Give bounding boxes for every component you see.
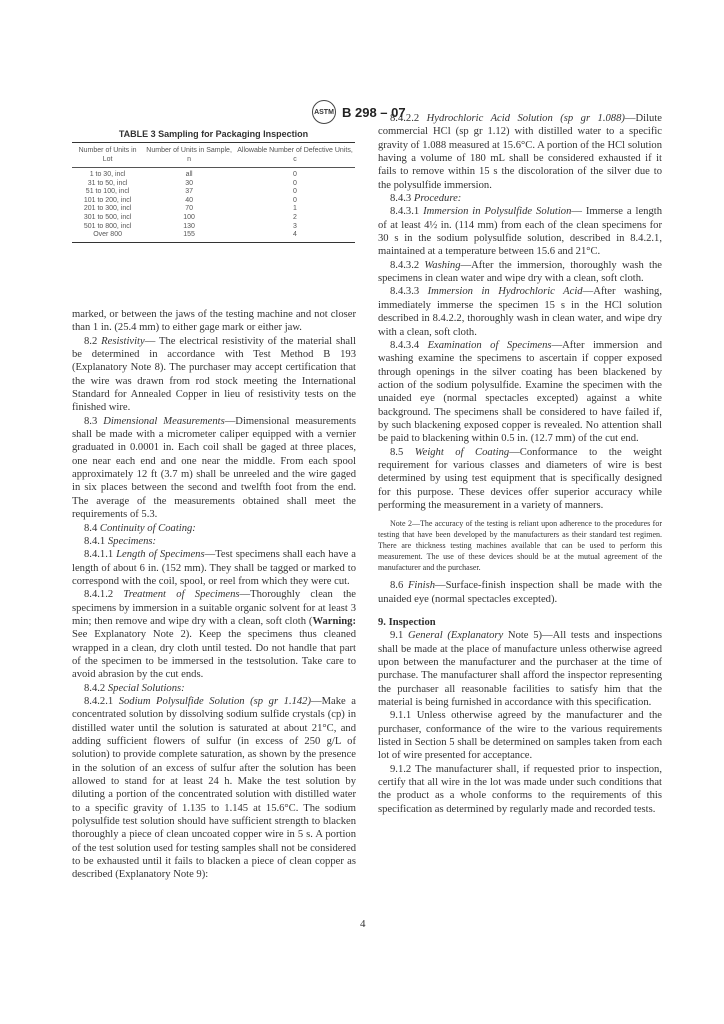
paragraph <box>378 579 662 606</box>
paragraph-text: —After the immersion, thoroughly wash the specimens in clean water and wipe dry with a clean, soft cloth. <box>378 259 662 285</box>
note-label: Note 2 <box>390 519 412 529</box>
right-column <box>378 112 662 816</box>
table-row <box>72 180 355 189</box>
section-title: Continuity of Coating: <box>99 522 196 534</box>
table-row <box>72 168 355 180</box>
section-number: 8.3 <box>84 415 104 427</box>
section-title: Immersion in Hydrochloric Acid <box>427 286 583 298</box>
table-cell: 1 to 30, incl <box>89 171 126 178</box>
paragraph <box>378 339 662 446</box>
table-cell: 3 <box>293 222 297 230</box>
paragraph-text: —Surface-finish inspection shall be made with the unaided eye (normal spectacles excepted). <box>378 580 663 605</box>
table-cell: 130 <box>183 222 195 230</box>
section-title: Specimens: <box>107 535 157 547</box>
section-number: 8.4.3.2 <box>390 259 425 271</box>
paragraph <box>378 205 662 258</box>
paragraph <box>378 763 662 816</box>
section-number: 9.1 <box>390 630 408 642</box>
paragraph-text: Unless otherwise agreed by the manufacturer and the purchaser, conformance of the wire to the various requirements listed in Section 5 shall be determined on samples taken from each lot of wire presented for acceptance. <box>378 710 662 762</box>
table-cell: 301 to 500, incl <box>83 213 132 221</box>
table-cell: 40 <box>185 196 193 204</box>
note-2 <box>378 518 662 573</box>
section-title: Resistivity <box>101 335 145 347</box>
table-row <box>72 214 355 223</box>
paragraph <box>72 415 356 522</box>
paragraph-text: —After immersion and washing examine the specimens to ascertain if copper exposed through openings in the silver coating has been blackened by action of the sodium polysulfide. Examine the specimen with the unaided eye (normal spectacles excepted) against a white background. The specimens shall be considered to have failed if, by such blackening exposed copper is revealed. No attention shall be paid to blackening within 0.5 in. (12.7 mm) of the cut end. <box>378 339 663 445</box>
page-number: 4 <box>360 918 366 930</box>
paragraph <box>72 535 356 548</box>
table-cell: 4 <box>293 231 297 239</box>
table-cell: 1 <box>293 205 297 213</box>
section-number: 8.4 <box>84 522 100 534</box>
paragraph <box>72 695 356 882</box>
section-title: Washing <box>424 259 461 271</box>
designation: B 298 – 07 <box>342 104 406 120</box>
paragraph <box>378 709 662 762</box>
section-title: Finish <box>407 580 436 592</box>
section-number: 8.4.2.1 <box>84 695 119 707</box>
paragraph-text: Note 5)—All tests and inspections shall be made at the place of manufacture unless otherwise agreed upon between the manufacturer and the purchaser at the time of purchase. The manufacturer shall afford the inspector representing the purchaser all reasonable facilities to satisfy him that the material is being furnished in accordance with this specification. <box>378 630 662 709</box>
paragraph-text: — Immerse a length of at least 4½ in. (114 mm) from each of the clean specimens for 30 s in the sodium polysulfide solution, described in 8.4.2.1, maintained at a temperature between 15.6 and 21°C. <box>378 206 662 258</box>
paragraph-text: —After washing, immediately immerse the specimen 15 s in the HCl solution described in 8.4.2.2, thoroughly wash in clean water, and wipe dry with a clean, soft cloth. <box>378 286 662 338</box>
section-number: 9.1.2 <box>390 763 416 775</box>
section-number: 8.4.3.4 <box>390 339 428 351</box>
paragraph-text: See Explanatory Note 2). Keep the specimens thus cleaned wrapped in a clean, dry cloth until tested. Do not handle that part of the specimen to be immersed in the testsolution. Take care to avoid abrasion by the cut ends. <box>72 629 356 681</box>
section-title: Immersion in Polysulfide Solution <box>423 206 572 218</box>
paragraph <box>378 112 662 192</box>
left-column <box>72 308 356 882</box>
section-title: Length of Specimens <box>116 549 205 561</box>
section-title: Special Solutions: <box>107 682 185 694</box>
paragraph <box>72 335 356 415</box>
table-row <box>72 197 355 206</box>
table-row <box>72 188 355 197</box>
table-cell: 101 to 200, incl <box>83 196 132 204</box>
warning-label: Warning: <box>312 615 356 627</box>
paragraph <box>72 682 356 695</box>
paragraph <box>72 308 356 335</box>
paragraph-text: marked, or between the jaws of the testing machine and not closer than 1 in. (25.4 mm) to either gage mark or either jaw. <box>72 309 356 334</box>
paragraph <box>378 285 662 338</box>
paragraph <box>378 192 662 205</box>
section-number: 8.4.1.2 <box>84 589 124 601</box>
section-number: 8.4.2.2 <box>390 113 427 124</box>
table-cell: 51 to 100, incl <box>85 188 130 196</box>
table-cell: 30 <box>185 179 193 187</box>
table-cell: 0 <box>293 179 297 187</box>
paragraph <box>378 259 662 286</box>
table-body <box>72 168 355 243</box>
table-cell: 0 <box>293 188 297 196</box>
table-cell: 31 to 50, incl <box>87 179 128 187</box>
table-row <box>72 231 355 242</box>
column-header: Allowable Number of Defective Units, c <box>235 143 355 168</box>
sampling-table <box>72 142 355 243</box>
note-body: —The accuracy of the testing is reliant upon adherence to the procedures for testing that have been developed by the manufacturers as their standard test regimen. There are thickness testing machines available that can be used to perform this measurement. The use of these devices should be at the mutual agreement of the manufacturer and the purchaser. <box>378 519 662 573</box>
paragraph <box>378 446 662 513</box>
section-number: 8.5 <box>390 446 415 458</box>
paragraph <box>72 588 356 681</box>
section-number: 8.4.3.3 <box>390 286 428 298</box>
paragraph-text: —Dilute commercial HCl (sp gr 1.12) with distilled water to a specific gravity of 1.088 measured at 15.6°C. A portion of the HCl solution having a volume of 180 mL shall be considered exhausted if it fails to remove within 15 s the discoloration of the silver due to the polysulfide immersion. <box>378 113 662 191</box>
paragraph <box>378 629 662 709</box>
table-cell: 37 <box>185 188 193 196</box>
table-cell: 2 <box>293 213 297 221</box>
paragraph-text: —Conformance to the weight requirement for various classes and diameters of wire is best determined by using test equipment that is specifically designed for this purpose. These devices offer superior accuracy while performing the measurement in a variety of manners. <box>378 446 662 511</box>
section-number: 8.4.3 <box>390 193 414 205</box>
column-header: Number of Units in Sample, n <box>143 143 235 168</box>
table-row <box>72 205 355 214</box>
section-number: 8.4.1.1 <box>84 549 117 561</box>
section-title: General (Explanatory <box>407 630 504 642</box>
table-cell: 70 <box>185 205 193 213</box>
table-cell: 100 <box>183 213 195 221</box>
paragraph-text: —Make a concentrated solution by dissolving sodium sulfide crystals (cp) in distilled water until the solution is saturated at about 21°C, and adding sufficient flowers of sulfur (in excess of 250 g/L of solution) to provide complete saturation, as shown by the presence in the solution of an excess of sulfur after the solution has been allowed to stand for at least 24 h. Make the test solution by diluting a portion of the concentrated solution with distilled water to a specific gravity of 1.135 to 1.145 at 15.6°C. The sodium polysulfide test solution should have sufficient strength to blacken thoroughly a piece of clean uncoated copper wire in 5 s. A portion of the test solution used for testing samples shall not be considered to be exhausted until it fails to blacken a piece of clean copper as described (Explanatory Note 9): <box>72 695 356 881</box>
table-cell: 0 <box>293 196 297 204</box>
paragraph <box>72 522 356 535</box>
section-title: Sodium Polysulfide Solution (sp gr 1.142) <box>118 695 312 707</box>
section-number: 8.4.3.1 <box>390 206 424 218</box>
paragraph-text: —Test specimens shall each have a length of about 6 in. (152 mm). They shall be tagged or marked to correspond with the coil, spool, or reel from which they were cut. <box>72 549 356 587</box>
section-title: Treatment of Specimens <box>123 589 240 601</box>
section-title: Weight of Coating <box>414 446 510 458</box>
section-title: Hydrochloric Acid Solution (sp gr 1.088) <box>426 113 625 124</box>
section-title: Examination of Specimens <box>427 339 552 351</box>
table-cell: Over 800 <box>93 231 122 239</box>
section-title: Dimensional Measurements <box>103 415 225 427</box>
paragraph-text: — The electrical resistivity of the material shall be determined in accordance with Test Method B 193 (Explanatory Note 8). The purchaser may accept certification that the wire was drawn from rod stock meeting the International Standard for Annealed Copper in lieu of resistivity tests on the finished wire. <box>72 335 356 414</box>
section-number: 8.2 <box>84 335 102 347</box>
paragraph-text: The manufacturer shall, if requested prior to inspection, certify that all wire in the lot was made under such conditions that the product as a whole conforms to the requirements of this specification as determined by regularly made and recorded tests. <box>378 763 662 815</box>
section-number: 9.1.1 <box>390 710 417 722</box>
astm-logo-icon: ASTM <box>312 100 336 124</box>
table-title: TABLE 3 Sampling for Packaging Inspection <box>118 129 309 139</box>
paragraph-text: —Dimensional measurements shall be made with a micrometer caliper equipped with a vernier graduated in 0.0001 in. Each coil shall be gaged at three places, one near each end and one near the middle. From each spool approximately 12 ft (3.7 m) shall be unreeled and the wire gaged in six places between the second and twelfth foot from the end. The average of the measurements obtained shall meet the requirements of 5.3. <box>72 415 356 521</box>
table-cell: 155 <box>183 231 195 239</box>
paragraph-text: —Thoroughly clean the specimens by immersion in a suitable organic solvent for at least 3 min; then remove and wipe dry with a clean, soft cloth ( <box>72 589 357 627</box>
section-number: 8.6 <box>390 580 408 592</box>
column-header: Number of Units in Lot <box>72 143 143 168</box>
paragraph <box>72 548 356 588</box>
section-heading: 9. Inspection <box>378 617 436 628</box>
table-cell: all <box>185 171 193 178</box>
table-cell: 0 <box>293 171 297 178</box>
table-row <box>72 223 355 232</box>
table-cell: 501 to 800, incl <box>83 222 132 230</box>
section-number: 8.4.1 <box>84 535 108 547</box>
table-cell: 201 to 300, incl <box>83 205 132 213</box>
section-title: Procedure: <box>413 193 462 205</box>
section-number: 8.4.2 <box>84 682 108 694</box>
table-header-row <box>72 143 355 168</box>
